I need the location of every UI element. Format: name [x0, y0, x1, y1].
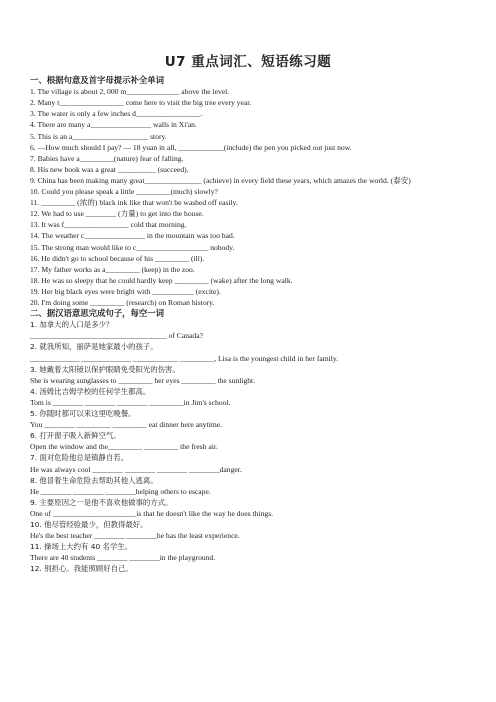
- sentence-5-english: You ________ _________ _________ eat dinner here anytime.: [30, 420, 223, 430]
- sentence-4-chinese: 4. 汤姆比吉姆学校的任何学生都高。: [30, 386, 151, 396]
- sentence-6-english: Open the window and the_________ _________ the fresh air.: [30, 442, 218, 452]
- sentence-3-chinese: 3. 她戴着太阳镜以保护眼睛免受阳光的伤害。: [30, 364, 180, 374]
- question-6: 6. —How much should I pay? — 18 yuan in all, ____________(include) the pen you picked out just now.: [30, 142, 352, 152]
- question-3: 3. The water is only a few inches d_________________.: [30, 109, 203, 119]
- sentence-11-english: There are 40 students ________ ________in the playground.: [30, 553, 216, 563]
- question-8: 8. His new book was a great __________ (succeed).: [30, 164, 189, 174]
- sentence-12-chinese: 12. 别担心。我能照顾好自己。: [30, 564, 133, 574]
- question-14: 14. The weather c________________ in the mountain was too bad.: [30, 231, 235, 241]
- sentence-8-chinese: 8. 他冒着生命危险去帮助其他人逃离。: [30, 475, 158, 485]
- question-20: 20. I'm doing some _________ (research) on Roman history.: [30, 297, 215, 307]
- sentence-10-english: He's the best teacher ________ ________he has the least experience.: [30, 531, 240, 541]
- question-19: 19. Her big black eyes were bright with ___________ (excite).: [30, 286, 221, 296]
- question-12: 12. We had to use ________ (力量) to get into the house.: [30, 209, 204, 219]
- sentence-5-chinese: 5. 你随时都可以来这里吃晚餐。: [30, 409, 136, 419]
- sentence-8-english: He ________ ________ ________helping others to escape.: [30, 486, 211, 496]
- question-13: 13. It was f_________________ cold that morning.: [30, 220, 187, 230]
- section1-list: [30, 86, 466, 308]
- sentence-9-english: One of ______________________is that he doesn't like the way he does things.: [30, 508, 274, 518]
- section2-list: [30, 319, 466, 574]
- sentence-1-chinese: 1. 加拿大的人口是多少？: [30, 320, 114, 330]
- question-5: 5. This is an a____________________ story.: [30, 131, 167, 141]
- question-11: 11. _________ (浓的) black ink like that won't be washed off easily.: [30, 198, 238, 208]
- sentence-2-chinese: 2. 就我所知，丽萨是她家最小的孩子。: [30, 342, 158, 352]
- sentence-9-chinese: 9. 主要原因之一是他不喜欢他做事的方式。: [30, 497, 173, 507]
- sentence-10-chinese: 10. 他尽管经验最少，但教得最好。: [30, 519, 148, 529]
- sentence-1-english: ____________________________________ of Canada?: [30, 331, 203, 341]
- question-1: 1. The village is about 2, 000 m______________ above the level.: [30, 87, 230, 97]
- question-9: 9. China has been making many great_______________ (achieve) in every field these years, which amazes the world. (泰安): [30, 175, 411, 185]
- question-10: 10. Could you please speak a little _________(much) slowly?: [30, 187, 218, 197]
- question-18: 18. He was so sleepy that he could hardly keep _________ (wake) after the long walk.: [30, 275, 293, 285]
- sentence-4-english: Tom is ________ ________ ________ _________in Jim's school.: [30, 397, 231, 407]
- question-7: 7. Babies have a_________(nature) fear of falling.: [30, 153, 184, 163]
- question-2: 2. Many t_________________ come here to visit the big tree every year.: [30, 98, 252, 108]
- sentence-7-chinese: 7. 面对危险他总是镇静自若。: [30, 453, 129, 463]
- question-15: 15. The strong man would like to c___________________ nobody.: [30, 242, 235, 252]
- sentence-3-english: She is wearing sunglasses to _________ her eyes _________ the sunlight.: [30, 375, 256, 385]
- page-title: U7 重点词汇、短语练习题: [164, 54, 332, 70]
- question-4: 4. There are many a________________ walls in Xi'an.: [30, 120, 197, 130]
- sentence-2-english: _____________ _____________ ____________ _________, Lisa is the youngest child in her family.: [30, 353, 339, 363]
- sentence-6-chinese: 6. 打开窗子吸入新鲜空气。: [30, 431, 121, 441]
- section2-heading: 二、据汉语意思完成句子，每空一词: [30, 308, 164, 319]
- section1-heading: 一、根据句意及首字母提示补全单词: [30, 75, 164, 85]
- question-17: 17. My father works as a_________ (keep) in the zoo.: [30, 264, 195, 274]
- sentence-11-chinese: 11. 操场上大约有 40 名学生。: [30, 542, 133, 552]
- sentence-7-english: He was always cool ________ ________ ________ ________danger.: [30, 464, 242, 474]
- question-16: 16. He didn't go to school because of his _________ (ill).: [30, 253, 205, 263]
